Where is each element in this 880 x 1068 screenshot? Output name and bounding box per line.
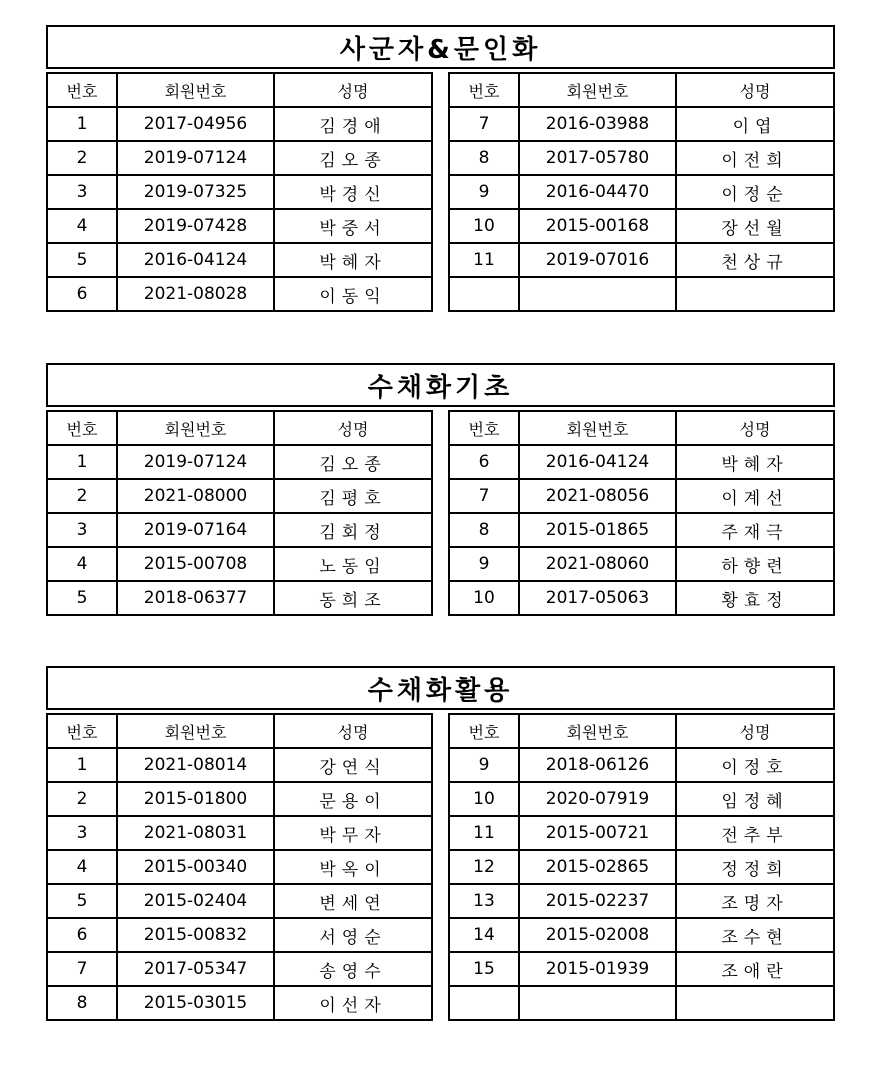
cell-name: 황효정 bbox=[676, 581, 834, 615]
cell-name: 주재극 bbox=[676, 513, 834, 547]
cell-no: 9 bbox=[449, 547, 519, 581]
table-row bbox=[449, 277, 834, 311]
header-row bbox=[449, 411, 834, 445]
cell-name: 박혜자 bbox=[676, 445, 834, 479]
cell-name: 이엽 bbox=[676, 107, 834, 141]
cell-name: 하향련 bbox=[676, 547, 834, 581]
cell-member-id: 2015-00168 bbox=[519, 209, 676, 243]
cell-no: 5 bbox=[47, 581, 117, 615]
header-name: 성명 bbox=[274, 411, 432, 445]
cell-member-id: 2016-04124 bbox=[117, 243, 274, 277]
header-no: 번호 bbox=[47, 73, 117, 107]
table-row bbox=[449, 479, 834, 513]
cell-name: 이동익 bbox=[274, 277, 432, 311]
cell-name: 서영순 bbox=[274, 918, 432, 952]
table-row bbox=[47, 175, 432, 209]
table-row bbox=[449, 513, 834, 547]
cell-no: 13 bbox=[449, 884, 519, 918]
header-no: 번호 bbox=[449, 714, 519, 748]
cell-member-id: 2015-02008 bbox=[519, 918, 676, 952]
cell-no: 5 bbox=[47, 884, 117, 918]
section-title: 수채화활용 bbox=[46, 666, 835, 710]
table-row bbox=[449, 748, 834, 782]
header-no: 번호 bbox=[47, 714, 117, 748]
cell-name: 동희조 bbox=[274, 581, 432, 615]
cell-no: 4 bbox=[47, 547, 117, 581]
cell-name: 김오종 bbox=[274, 445, 432, 479]
cell-no: 2 bbox=[47, 782, 117, 816]
cell-no bbox=[449, 986, 519, 1020]
header-no: 번호 bbox=[47, 411, 117, 445]
cell-member-id: 2021-08000 bbox=[117, 479, 274, 513]
cell-member-id: 2019-07016 bbox=[519, 243, 676, 277]
cell-member-id bbox=[519, 277, 676, 311]
table-row bbox=[47, 141, 432, 175]
cell-name: 노동임 bbox=[274, 547, 432, 581]
cell-name: 이정호 bbox=[676, 748, 834, 782]
cell-name: 조수현 bbox=[676, 918, 834, 952]
cell-no: 8 bbox=[449, 513, 519, 547]
header-member-id: 회원번호 bbox=[117, 73, 274, 107]
table-row bbox=[47, 782, 432, 816]
cell-member-id: 2015-00832 bbox=[117, 918, 274, 952]
section-title: 사군자&문인화 bbox=[46, 25, 835, 69]
header-row bbox=[47, 411, 432, 445]
cell-name: 조애란 bbox=[676, 952, 834, 986]
cell-no: 7 bbox=[449, 107, 519, 141]
roster-table-left bbox=[46, 410, 433, 616]
table-row bbox=[449, 952, 834, 986]
cell-no: 1 bbox=[47, 107, 117, 141]
cell-no: 1 bbox=[47, 445, 117, 479]
cell-name: 김회정 bbox=[274, 513, 432, 547]
cell-no: 11 bbox=[449, 243, 519, 277]
header-member-id: 회원번호 bbox=[519, 714, 676, 748]
section-watercolor-basic bbox=[46, 363, 835, 616]
cell-no: 15 bbox=[449, 952, 519, 986]
cell-name: 강연식 bbox=[274, 748, 432, 782]
cell-member-id: 2015-03015 bbox=[117, 986, 274, 1020]
table-row bbox=[47, 243, 432, 277]
cell-member-id: 2019-07325 bbox=[117, 175, 274, 209]
header-member-id: 회원번호 bbox=[117, 714, 274, 748]
cell-member-id: 2017-05780 bbox=[519, 141, 676, 175]
cell-member-id bbox=[519, 986, 676, 1020]
table-row bbox=[449, 445, 834, 479]
roster-table-right bbox=[448, 410, 835, 616]
table-row bbox=[47, 209, 432, 243]
section-watercolor-applied bbox=[46, 666, 835, 1021]
cell-name bbox=[676, 277, 834, 311]
table-row bbox=[47, 850, 432, 884]
cell-no: 9 bbox=[449, 748, 519, 782]
header-name: 성명 bbox=[274, 73, 432, 107]
cell-no: 10 bbox=[449, 782, 519, 816]
roster-table-left bbox=[46, 713, 433, 1021]
header-member-id: 회원번호 bbox=[117, 411, 274, 445]
table-row bbox=[47, 748, 432, 782]
cell-no: 11 bbox=[449, 816, 519, 850]
cell-no: 8 bbox=[449, 141, 519, 175]
table-row bbox=[449, 816, 834, 850]
table-row bbox=[449, 581, 834, 615]
cell-name: 김평호 bbox=[274, 479, 432, 513]
cell-member-id: 2015-00340 bbox=[117, 850, 274, 884]
cell-no: 6 bbox=[47, 277, 117, 311]
cell-name: 박혜자 bbox=[274, 243, 432, 277]
table-row bbox=[449, 782, 834, 816]
table-row bbox=[47, 547, 432, 581]
cell-no: 6 bbox=[47, 918, 117, 952]
cell-member-id: 2021-08014 bbox=[117, 748, 274, 782]
table-row bbox=[47, 513, 432, 547]
cell-no: 10 bbox=[449, 581, 519, 615]
cell-no: 12 bbox=[449, 850, 519, 884]
cell-member-id: 2021-08028 bbox=[117, 277, 274, 311]
header-member-id: 회원번호 bbox=[519, 411, 676, 445]
cell-no: 5 bbox=[47, 243, 117, 277]
table-row bbox=[449, 243, 834, 277]
cell-no: 8 bbox=[47, 986, 117, 1020]
cell-no: 3 bbox=[47, 816, 117, 850]
cell-member-id: 2018-06377 bbox=[117, 581, 274, 615]
cell-member-id: 2015-02865 bbox=[519, 850, 676, 884]
table-row bbox=[449, 547, 834, 581]
table-row bbox=[47, 918, 432, 952]
table-row bbox=[47, 986, 432, 1020]
table-row bbox=[449, 175, 834, 209]
cell-member-id: 2018-06126 bbox=[519, 748, 676, 782]
cell-no: 14 bbox=[449, 918, 519, 952]
cell-name: 조명자 bbox=[676, 884, 834, 918]
cell-name: 정정희 bbox=[676, 850, 834, 884]
cell-no bbox=[449, 277, 519, 311]
table-row bbox=[449, 918, 834, 952]
table-row bbox=[449, 141, 834, 175]
cell-no: 7 bbox=[449, 479, 519, 513]
table-row bbox=[47, 952, 432, 986]
cell-member-id: 2015-00708 bbox=[117, 547, 274, 581]
cell-member-id: 2019-07164 bbox=[117, 513, 274, 547]
cell-no: 2 bbox=[47, 141, 117, 175]
section-title: 수채화기초 bbox=[46, 363, 835, 407]
header-name: 성명 bbox=[274, 714, 432, 748]
table-row bbox=[47, 884, 432, 918]
cell-name: 송영수 bbox=[274, 952, 432, 986]
cell-name: 이선자 bbox=[274, 986, 432, 1020]
table-row bbox=[47, 581, 432, 615]
cell-member-id: 2021-08056 bbox=[519, 479, 676, 513]
roster-table-right bbox=[448, 72, 835, 312]
table-row bbox=[449, 850, 834, 884]
cell-name: 천상규 bbox=[676, 243, 834, 277]
cell-name: 임정혜 bbox=[676, 782, 834, 816]
cell-name: 이전희 bbox=[676, 141, 834, 175]
cell-member-id: 2017-04956 bbox=[117, 107, 274, 141]
cell-no: 6 bbox=[449, 445, 519, 479]
table-row bbox=[47, 277, 432, 311]
cell-name: 장선월 bbox=[676, 209, 834, 243]
cell-name bbox=[676, 986, 834, 1020]
cell-member-id: 2015-01865 bbox=[519, 513, 676, 547]
header-name: 성명 bbox=[676, 411, 834, 445]
header-row bbox=[47, 714, 432, 748]
cell-member-id: 2016-04124 bbox=[519, 445, 676, 479]
cell-name: 김오종 bbox=[274, 141, 432, 175]
roster-table-right bbox=[448, 713, 835, 1021]
cell-member-id: 2019-07428 bbox=[117, 209, 274, 243]
cell-member-id: 2020-07919 bbox=[519, 782, 676, 816]
header-no: 번호 bbox=[449, 73, 519, 107]
cell-name: 이정순 bbox=[676, 175, 834, 209]
table-row bbox=[449, 884, 834, 918]
table-row bbox=[449, 986, 834, 1020]
cell-name: 김경애 bbox=[274, 107, 432, 141]
section-sagunja bbox=[46, 25, 835, 312]
cell-no: 2 bbox=[47, 479, 117, 513]
cell-member-id: 2016-04470 bbox=[519, 175, 676, 209]
cell-name: 이계선 bbox=[676, 479, 834, 513]
cell-member-id: 2021-08060 bbox=[519, 547, 676, 581]
cell-no: 4 bbox=[47, 209, 117, 243]
cell-member-id: 2016-03988 bbox=[519, 107, 676, 141]
roster-table-left bbox=[46, 72, 433, 312]
table-row bbox=[47, 445, 432, 479]
cell-name: 전추부 bbox=[676, 816, 834, 850]
header-row bbox=[449, 73, 834, 107]
header-row bbox=[449, 714, 834, 748]
cell-name: 변세연 bbox=[274, 884, 432, 918]
table-row bbox=[449, 209, 834, 243]
cell-name: 박중서 bbox=[274, 209, 432, 243]
cell-name: 박경신 bbox=[274, 175, 432, 209]
cell-member-id: 2019-07124 bbox=[117, 445, 274, 479]
cell-member-id: 2015-02404 bbox=[117, 884, 274, 918]
cell-no: 10 bbox=[449, 209, 519, 243]
cell-member-id: 2021-08031 bbox=[117, 816, 274, 850]
cell-name: 박옥이 bbox=[274, 850, 432, 884]
cell-member-id: 2015-01800 bbox=[117, 782, 274, 816]
cell-member-id: 2015-02237 bbox=[519, 884, 676, 918]
cell-no: 4 bbox=[47, 850, 117, 884]
cell-member-id: 2015-01939 bbox=[519, 952, 676, 986]
cell-member-id: 2019-07124 bbox=[117, 141, 274, 175]
header-name: 성명 bbox=[676, 73, 834, 107]
cell-name: 박무자 bbox=[274, 816, 432, 850]
table-row bbox=[47, 479, 432, 513]
header-member-id: 회원번호 bbox=[519, 73, 676, 107]
cell-member-id: 2015-00721 bbox=[519, 816, 676, 850]
cell-member-id: 2017-05347 bbox=[117, 952, 274, 986]
cell-member-id: 2017-05063 bbox=[519, 581, 676, 615]
cell-no: 3 bbox=[47, 175, 117, 209]
table-row bbox=[47, 107, 432, 141]
header-row bbox=[47, 73, 432, 107]
cell-no: 1 bbox=[47, 748, 117, 782]
table-row bbox=[449, 107, 834, 141]
header-name: 성명 bbox=[676, 714, 834, 748]
cell-no: 9 bbox=[449, 175, 519, 209]
table-row bbox=[47, 816, 432, 850]
header-no: 번호 bbox=[449, 411, 519, 445]
cell-no: 3 bbox=[47, 513, 117, 547]
cell-no: 7 bbox=[47, 952, 117, 986]
cell-name: 문용이 bbox=[274, 782, 432, 816]
